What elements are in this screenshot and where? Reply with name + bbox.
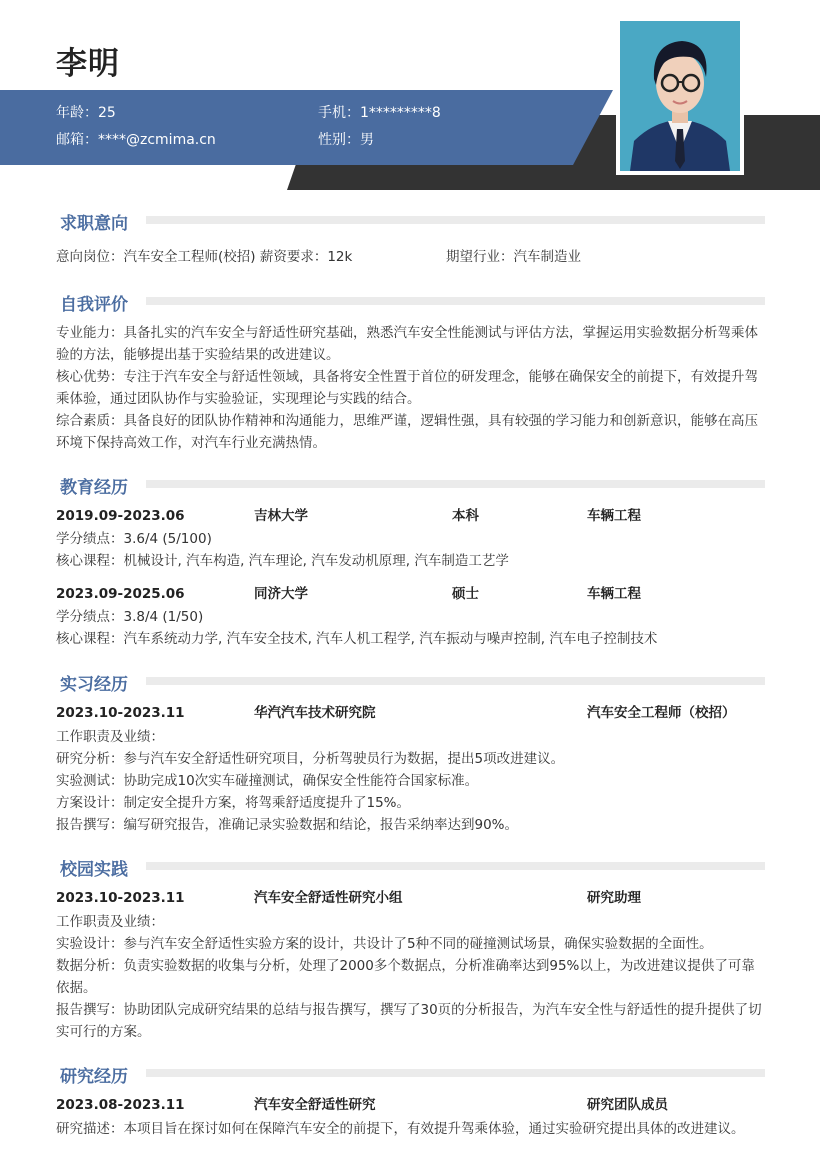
resume-header — [0, 0, 820, 195]
section-divider — [146, 862, 765, 870]
edu-2-courses: 核心课程：汽车系统动力学, 汽车安全技术, 汽车人机工程学, 汽车振动与噪声控制, 汽车电子控制技术 — [56, 631, 658, 647]
edu-1-date: 2019.09-2023.06 — [56, 508, 185, 524]
intern-item: 研究分析：参与汽车安全舒适性研究项目，分析驾驶员行为数据，提出5项改进建议。 — [56, 751, 565, 767]
section-divider — [146, 677, 765, 685]
intent-position: 意向岗位：汽车安全工程师(校招) 薪资要求：12k — [56, 249, 353, 265]
section-title-intent: 求职意向 — [60, 214, 128, 234]
section-title-self-eval: 自我评价 — [60, 295, 128, 315]
gender-field: 性别：男 — [318, 132, 374, 148]
age-field: 年龄：25 — [56, 105, 116, 121]
edu-2-date: 2023.09-2025.06 — [56, 586, 185, 602]
edu-1-major: 车辆工程 — [587, 508, 641, 524]
section-divider — [146, 480, 765, 488]
campus-item: 数据分析：负责实验数据的收集与分析，处理了2000多个数据点，分析准确率达到95%以上，为改进建议提供了可靠依据。 — [56, 958, 755, 996]
campus-date: 2023.10-2023.11 — [56, 890, 185, 906]
campus-item: 工作职责及业绩： — [56, 914, 164, 930]
section-title-campus: 校园实践 — [60, 860, 128, 880]
campus-org: 汽车安全舒适性研究小组 — [254, 890, 403, 906]
self-eval-strength: 核心优势：专注于汽车安全与舒适性领域，具备将安全性置于首位的研发理念，能够在确保安全的前提下，有效提升驾乘体验，通过团队协作与实验验证，实现理论与实践的结合。 — [56, 369, 758, 407]
edu-1-school: 吉林大学 — [254, 508, 308, 524]
edu-2-major: 车辆工程 — [587, 586, 641, 602]
research-project: 汽车安全舒适性研究 — [254, 1097, 376, 1113]
profile-photo — [616, 17, 744, 175]
section-divider — [146, 1069, 765, 1077]
intern-date: 2023.10-2023.11 — [56, 705, 185, 721]
campus-role: 研究助理 — [587, 890, 641, 906]
section-divider — [146, 297, 765, 305]
self-eval-professional: 专业能力：具备扎实的汽车安全与舒适性研究基础，熟悉汽车安全性能测试与评估方法，掌握运用实验数据分析驾乘体验的方法，能够提出基于实验结果的改进建议。 — [56, 325, 758, 363]
section-divider — [146, 216, 765, 224]
research-role: 研究团队成员 — [587, 1097, 668, 1113]
edu-2-school: 同济大学 — [254, 586, 308, 602]
campus-item: 实验设计：参与汽车安全舒适性实验方案的设计，共设计了5种不同的碰撞测试场景，确保实验数据的全面性。 — [56, 936, 713, 952]
edu-1-degree: 本科 — [452, 508, 479, 524]
person-portrait-icon — [620, 21, 740, 171]
edu-2-gpa: 学分绩点：3.8/4 (1/50) — [56, 609, 204, 625]
edu-1-gpa: 学分绩点：3.6/4 (5/100) — [56, 531, 212, 547]
candidate-name: 李明 — [56, 46, 120, 82]
intern-item: 报告撰写：编写研究报告，准确记录实验数据和结论，报告采纳率达到90%。 — [56, 817, 519, 833]
intern-item: 实验测试：协助完成10次实车碰撞测试，确保安全性能符合国家标准。 — [56, 773, 479, 789]
research-date: 2023.08-2023.11 — [56, 1097, 185, 1113]
email-field: 邮箱：****@zcmima.cn — [56, 132, 216, 148]
section-title-internship: 实习经历 — [60, 675, 128, 695]
phone-field: 手机：1*********8 — [318, 105, 441, 121]
intent-industry: 期望行业：汽车制造业 — [446, 249, 581, 265]
portrait-image — [620, 21, 740, 171]
section-title-education: 教育经历 — [60, 478, 128, 498]
intern-org: 华汽汽车技术研究院 — [254, 705, 376, 721]
section-title-research: 研究经历 — [60, 1067, 128, 1087]
edu-2-degree: 硕士 — [452, 586, 479, 602]
self-eval-quality: 综合素质：具备良好的团队协作精神和沟通能力，思维严谨，逻辑性强，具有较强的学习能力和创新意识，能够在高压环境下保持高效工作，对汽车行业充满热情。 — [56, 413, 758, 451]
intern-item: 方案设计：制定安全提升方案，将驾乘舒适度提升了15%。 — [56, 795, 411, 811]
intern-role: 汽车安全工程师（校招） — [587, 705, 736, 721]
intern-item: 工作职责及业绩： — [56, 729, 164, 745]
edu-1-courses: 核心课程：机械设计, 汽车构造, 汽车理论, 汽车发动机原理, 汽车制造工艺学 — [56, 553, 509, 569]
research-description: 研究描述：本项目旨在探讨如何在保障汽车安全的前提下，有效提升驾乘体验，通过实验研究提出具体的改进建议。 — [56, 1121, 745, 1137]
campus-item: 报告撰写：协助团队完成研究结果的总结与报告撰写，撰写了30页的分析报告，为汽车安全性与舒适性的提升提供了切实可行的方案。 — [56, 1002, 762, 1040]
